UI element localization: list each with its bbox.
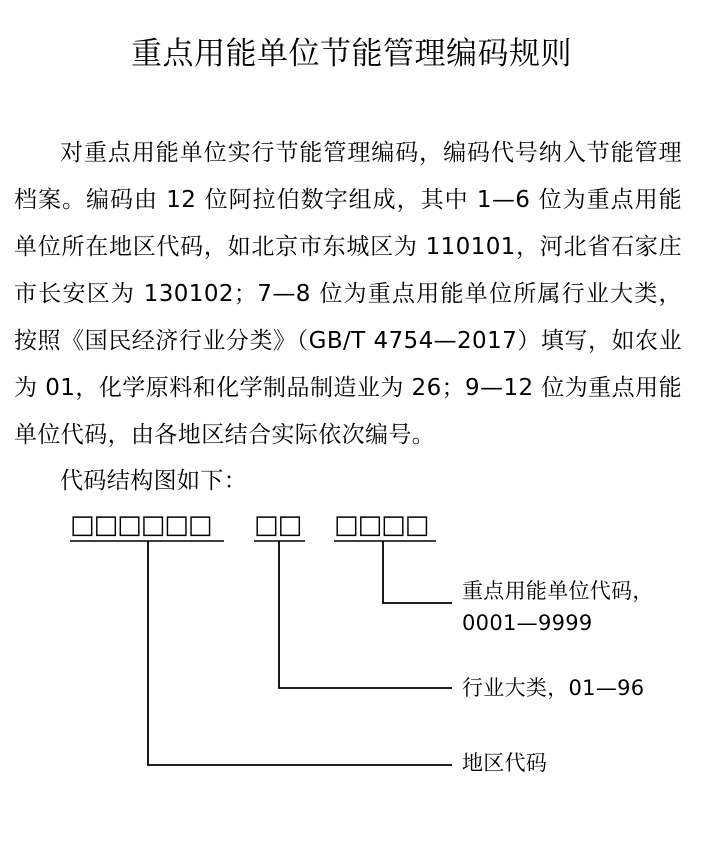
serial-code-label: 重点用能单位代码， <box>462 579 654 603</box>
body-paragraph: 对重点用能单位实行节能管理编码，编码代号纳入节能管理档案。编码由 12 位阿拉伯数字组成，其中 1—6 位为重点用能单位所在地区代码，如北京市东城区为 110101，河北省石家庄市长安区为 130102；7—8 位为重点用能单位所属行业大类，按照《国民经济行业分类》（GB/T 4754—2017）填写，如农业为 01，化学原料和化学制品制造业为 26；9—12 位为重点用能单位代码，由各地区结合实际依次编号。 <box>14 140 682 448</box>
serial-connector-line <box>383 541 452 603</box>
industry-connector-line <box>279 541 452 688</box>
industry-code-label: 行业大类，01—96 <box>462 676 645 700</box>
region-connector-line <box>148 541 452 765</box>
industry-code-boxes: □□ <box>254 510 302 540</box>
serial-code-boxes: □□□□ <box>334 510 429 540</box>
region-code-boxes: □□□□□□ <box>70 510 212 540</box>
diagram-caption: 代码结构图如下： <box>60 468 248 494</box>
region-code-label: 地区代码 <box>462 751 548 775</box>
document-title: 重点用能单位节能管理编码规则 <box>131 36 572 72</box>
serial-code-range: 0001—9999 <box>462 611 593 635</box>
